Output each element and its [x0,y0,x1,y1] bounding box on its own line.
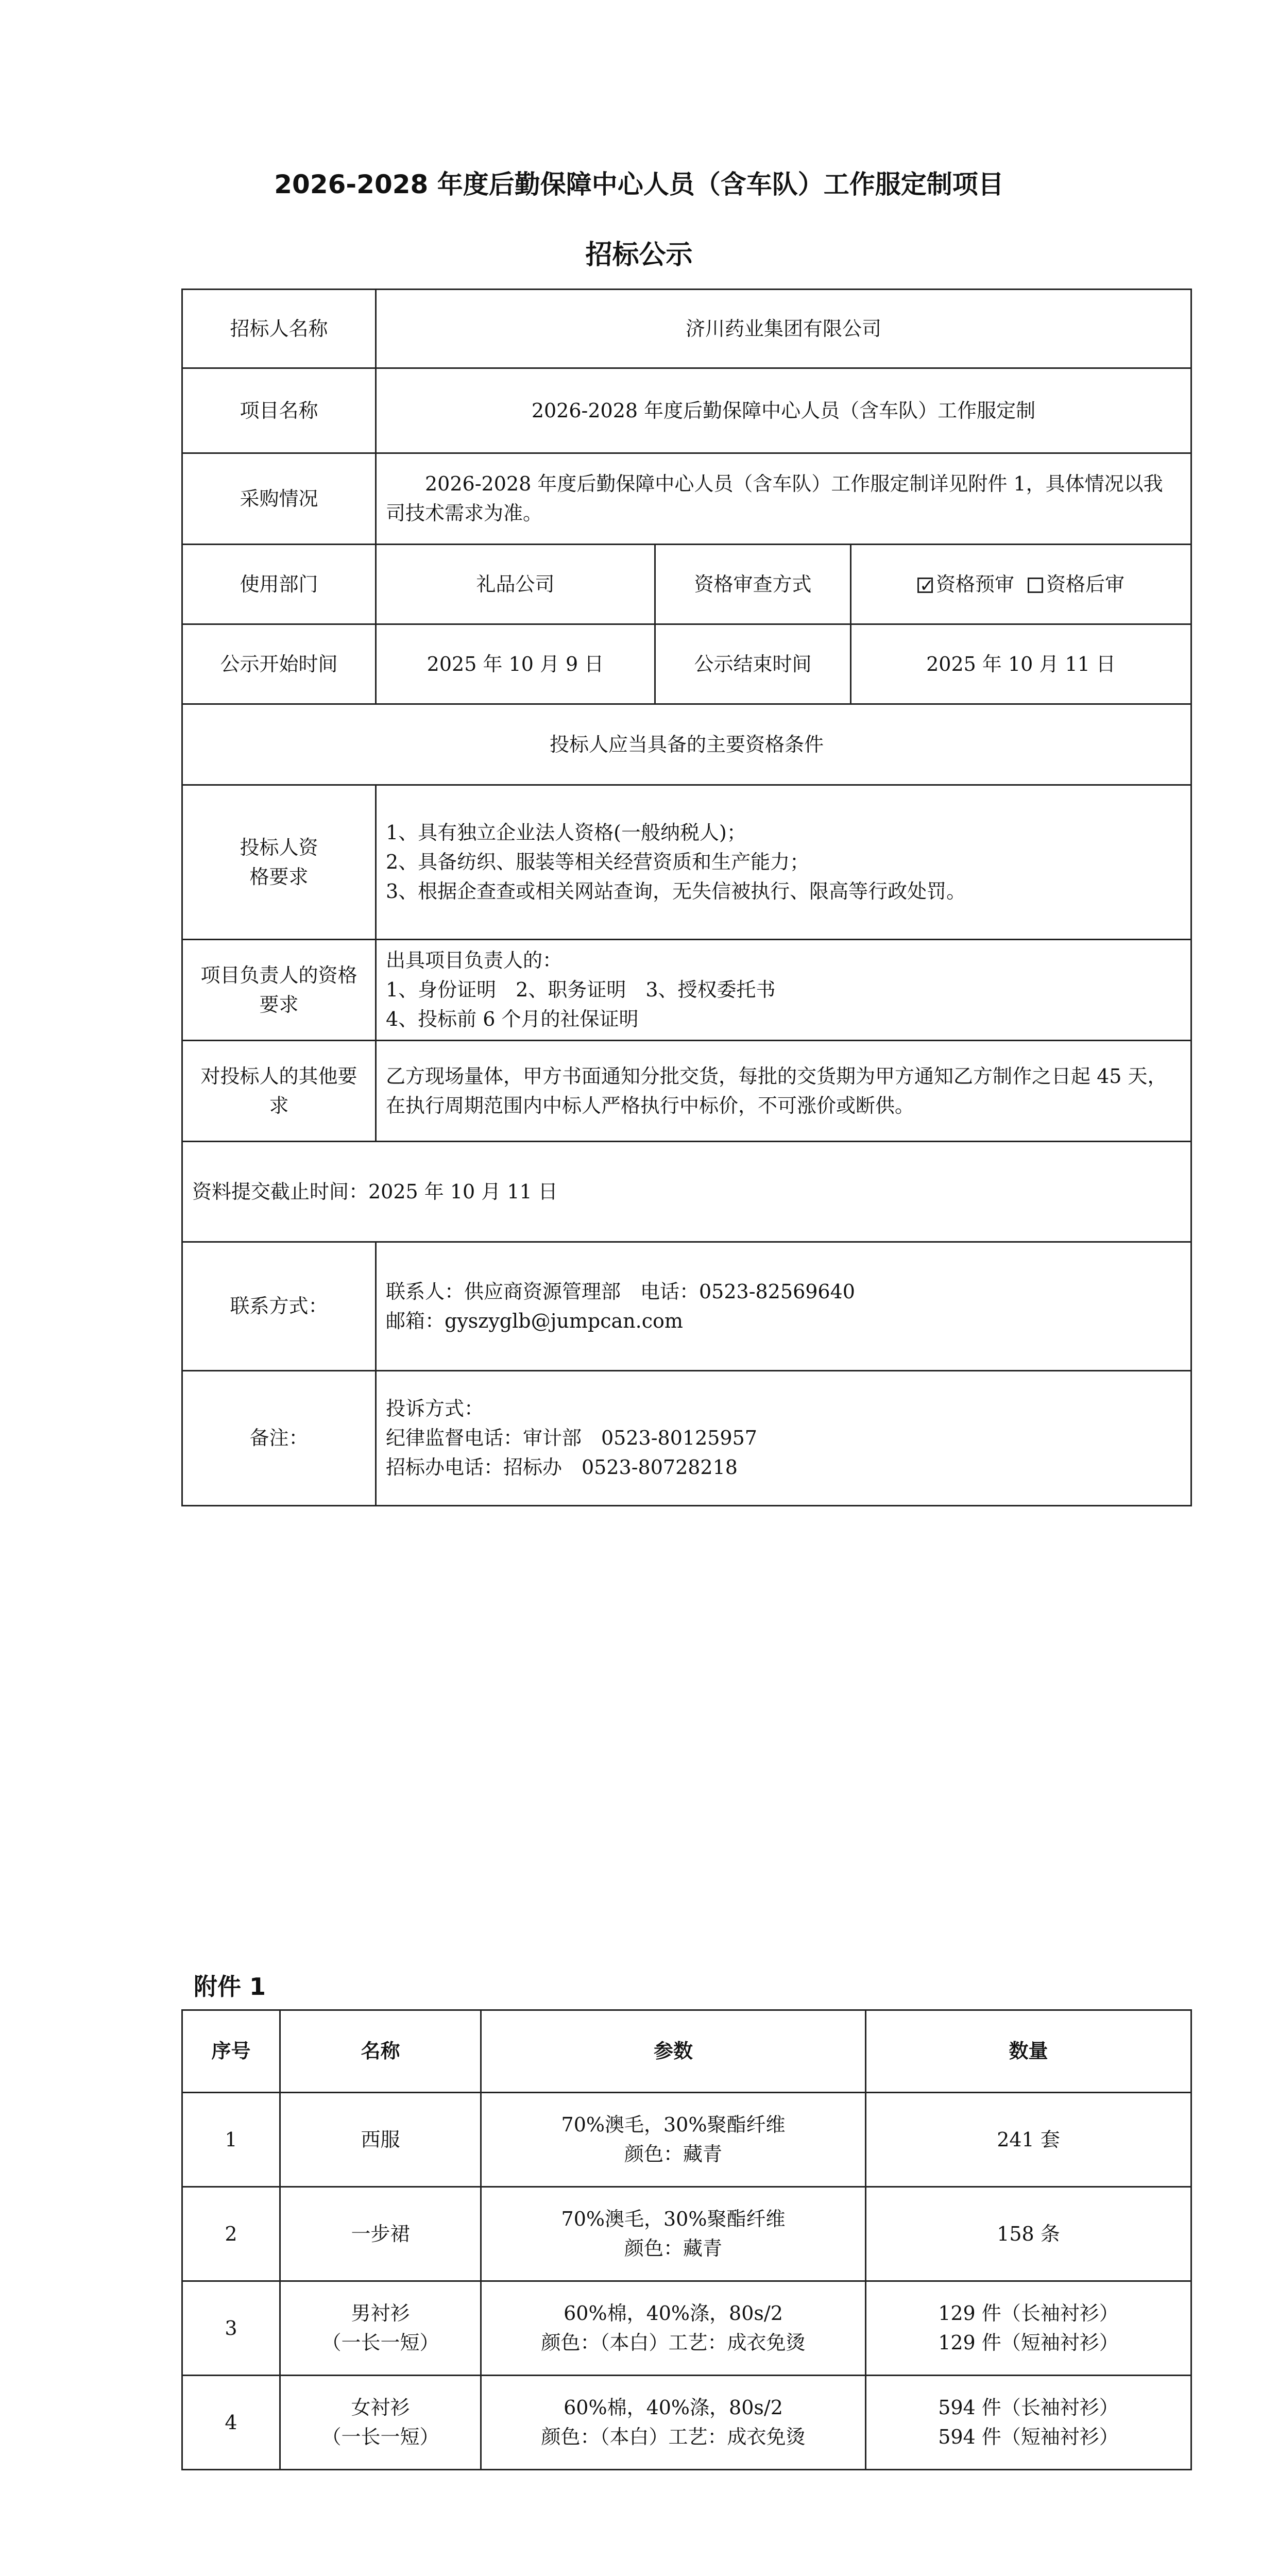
lead-label: 项目负责人的资格要求 [182,940,376,1041]
contact-email: 邮箱：gyszyglb@jumpcan.com [386,1309,683,1332]
remark-line: 纪律监督电话：审计部 0523-80125957 [386,1427,757,1449]
remark-line: 投诉方式： [386,1397,484,1420]
table-row [182,2187,1191,2281]
bidder-value: 济川药业集团有限公司 [376,290,1191,368]
row-no: 4 [182,2376,280,2470]
table-row [182,2281,1191,2376]
row-name: 男衬衫 （一长一短） [280,2281,481,2376]
col-header-params: 参数 [481,2010,866,2093]
purchase-value: 2026-2028 年度后勤保障中心人员（含车队）工作服定制详见附件 1，具体情况以我司技术需求为准。 [376,453,1191,545]
table-row [182,290,1191,368]
contact-person-phone: 联系人：供应商资源管理部 电话：0523-82569640 [386,1280,855,1303]
lead-item: 4、投标前 6 个月的社保证明 [386,1008,639,1030]
table-row [182,2093,1191,2187]
lead-item: 出具项目负责人的： [386,949,563,972]
table-row [182,1242,1191,1371]
contact-label: 联系方式： [182,1242,376,1371]
row-params: 60%棉，40%涤，80s/2 颜色：（本白）工艺：成衣免烫 [481,2281,866,2376]
row-name: 西服 [280,2093,481,2187]
row-params: 60%棉，40%涤，80s/2 颜色：（本白）工艺：成衣免烫 [481,2376,866,2470]
lead-requirements [376,940,1191,1041]
review-option-postaudit: 资格后审 [1046,572,1125,596]
table-row [182,785,1191,940]
unchecked-checkbox-icon [1028,578,1043,593]
review-label: 资格审查方式 [655,545,851,624]
lead-item: 1、身份证明 2、职务证明 3、授权委托书 [386,978,776,1001]
table-row [182,453,1191,545]
section-header: 投标人应当具备的主要资格条件 [182,704,1191,785]
col-header-no: 序号 [182,2010,280,2093]
col-header-name: 名称 [280,2010,481,2093]
qual-item: 1、具有独立企业法人资格(一般纳税人)； [386,821,746,844]
other-requirements: 乙方现场量体，甲方书面通知分批交货，每批的交货期为甲方通知乙方制作之日起 45 天，在执行周期范围内中标人严格执行中标价，不可涨价或断供。 [376,1041,1191,1142]
project-label: 项目名称 [182,368,376,453]
row-no: 3 [182,2281,280,2376]
table-row [182,545,1191,624]
row-no: 1 [182,2093,280,2187]
table-row [182,368,1191,453]
table-row [182,1142,1191,1242]
qual-requirements [376,785,1191,940]
submission-deadline: 资料提交截止时间：2025 年 10 月 11 日 [182,1142,1191,1242]
document-subtitle: 招标公示 [585,240,693,270]
table-row [182,2376,1191,2470]
qual-label: 投标人资格要求 [182,785,376,940]
row-params: 70%澳毛，30%聚酯纤维 颜色：藏青 [481,2093,866,2187]
start-value: 2025 年 10 月 9 日 [376,624,655,704]
bidder-label: 招标人名称 [182,290,376,368]
other-label: 对投标人的其他要求 [182,1041,376,1142]
remark-label: 备注： [182,1371,376,1506]
qual-item: 3、根据企查查或相关网站查询，无失信被执行、限高等行政处罚。 [386,880,966,903]
document-title: 2026-2028 年度后勤保障中心人员（含车队）工作服定制项目 [274,170,1004,199]
attachment-label: 附件 1 [194,1973,266,2001]
row-qty: 241 套 [866,2093,1191,2187]
remark-line: 招标办电话：招标办 0523-80728218 [386,1456,738,1479]
table-row [182,624,1191,704]
end-value: 2025 年 10 月 11 日 [851,624,1191,704]
row-params: 70%澳毛，30%聚酯纤维 颜色：藏青 [481,2187,866,2281]
checked-checkbox-icon [917,578,933,593]
contact-info [376,1242,1191,1371]
row-qty: 158 条 [866,2187,1191,2281]
dept-value: 礼品公司 [376,545,655,624]
table-row [182,1041,1191,1142]
row-name: 一步裙 [280,2187,481,2281]
table-header-row [182,2010,1191,2093]
qual-item: 2、具备纺织、服装等相关经营资质和生产能力； [386,851,810,873]
start-label: 公示开始时间 [182,624,376,704]
end-label: 公示结束时间 [655,624,851,704]
row-qty: 129 件（长袖衬衫） 129 件（短袖衬衫） [866,2281,1191,2376]
table-row [182,704,1191,785]
row-qty: 594 件（长袖衬衫） 594 件（短袖衬衫） [866,2376,1191,2470]
attachment-table [181,2009,1192,2470]
dept-label: 使用部门 [182,545,376,624]
project-value: 2026-2028 年度后勤保障中心人员（含车队）工作服定制 [376,368,1191,453]
table-row [182,940,1191,1041]
col-header-qty: 数量 [866,2010,1191,2093]
row-name: 女衬衫 （一长一短） [280,2376,481,2470]
review-options [851,545,1191,624]
remark-info [376,1371,1191,1506]
table-row [182,1371,1191,1506]
review-option-preaudit: 资格预审 [935,572,1014,596]
bid-info-table [181,289,1192,1506]
row-no: 2 [182,2187,280,2281]
purchase-label: 采购情况 [182,453,376,545]
